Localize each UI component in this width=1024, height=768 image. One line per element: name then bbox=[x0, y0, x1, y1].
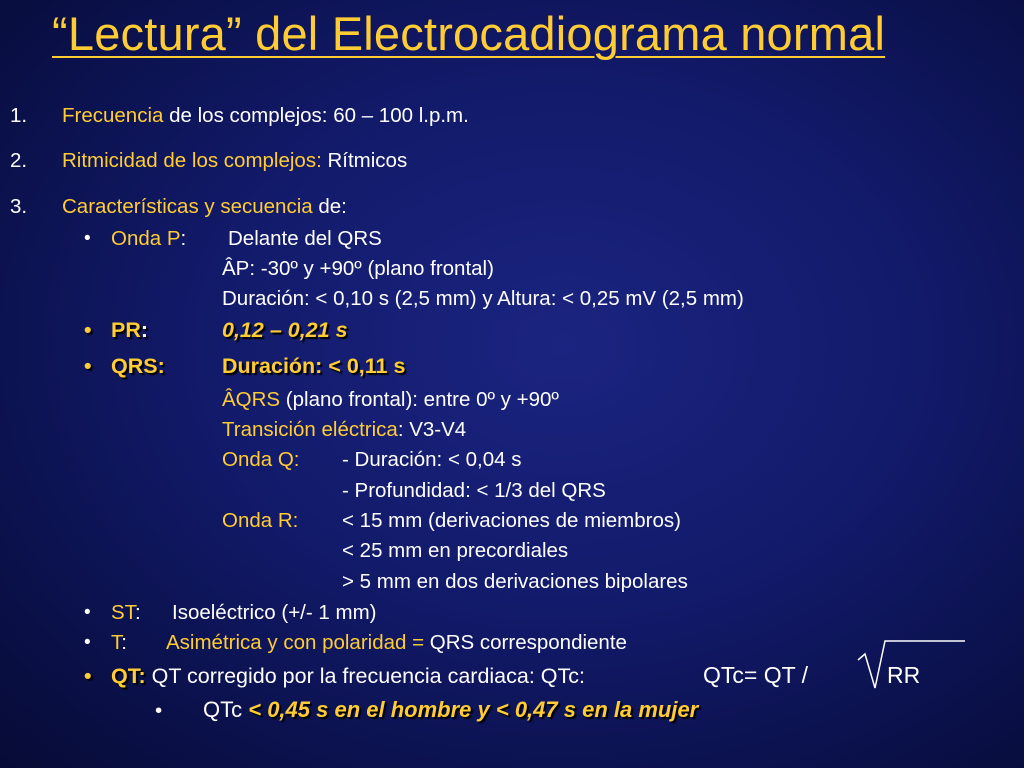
st-label: ST bbox=[111, 601, 135, 624]
onda-p-colon: : bbox=[180, 227, 187, 250]
item-3-label: Características y secuencia bbox=[62, 195, 313, 218]
qt-row bbox=[111, 666, 585, 688]
item-1-number: 1. bbox=[10, 104, 28, 127]
qtc-row bbox=[203, 699, 698, 721]
onda-p-label: Onda P bbox=[111, 227, 181, 250]
bullet-icon: • bbox=[84, 632, 91, 653]
onda-p-line-3: Duración: < 0,10 s (2,5 mm) y Altura: < 0,25 mV (2,5 mm) bbox=[222, 287, 744, 310]
bullet-icon: • bbox=[84, 664, 92, 688]
qt-text: QT corregido por la frecuencia cardiaca: QTc: bbox=[145, 664, 585, 688]
bullet-icon: • bbox=[155, 699, 163, 722]
item-2-number: 2. bbox=[10, 149, 28, 172]
qrs-axis-label: ÂQRS bbox=[222, 388, 281, 411]
qrs-duration: Duración: < 0,11 s bbox=[222, 354, 406, 378]
st-colon: : bbox=[134, 601, 141, 624]
item-2-label: Ritmicidad de los complejos: bbox=[62, 149, 322, 172]
item-3-number: 3. bbox=[10, 195, 28, 218]
onda-p-line-2: ÂP: -30º y +90º (plano frontal) bbox=[222, 257, 494, 280]
rr-value: RR bbox=[887, 662, 921, 688]
t-colon: : bbox=[121, 631, 127, 654]
item-1 bbox=[10, 106, 27, 127]
bullet-icon: • bbox=[84, 354, 92, 378]
qrs-label: QRS: bbox=[111, 354, 165, 378]
onda-p-line-1: Delante del QRS bbox=[228, 227, 382, 250]
qrs-axis-row bbox=[222, 390, 559, 411]
qrs-transition-row bbox=[222, 420, 466, 441]
qtc-values: < 0,45 s en el hombre y < 0,47 s en la mujer bbox=[248, 697, 699, 722]
qrs-axis-text: (plano frontal): entre 0º y +90º bbox=[280, 388, 559, 411]
qrs-transition-label: Transición eléctrica bbox=[222, 418, 398, 441]
pr-value: 0,12 – 0,21 s bbox=[222, 318, 348, 342]
st-text: Isoeléctrico (+/- 1 mm) bbox=[172, 601, 377, 624]
bullet-icon: • bbox=[84, 228, 91, 249]
onda-r-line-3: > 5 mm en dos derivaciones bipolares bbox=[342, 570, 688, 593]
qtc-prefix: QTc bbox=[203, 697, 249, 722]
t-row bbox=[111, 633, 127, 654]
st-row bbox=[111, 603, 141, 624]
onda-r-line-1: < 15 mm (derivaciones de miembros) bbox=[342, 509, 681, 532]
onda-q-line-2: - Profundidad: < 1/3 del QRS bbox=[342, 479, 606, 502]
bullet-icon: • bbox=[84, 602, 91, 623]
pr-colon: : bbox=[140, 318, 149, 342]
item-3-value: de: bbox=[312, 195, 347, 218]
bullet-icon: • bbox=[84, 318, 92, 342]
item-3-text bbox=[62, 197, 347, 218]
onda-r-line-2: < 25 mm en precordiales bbox=[342, 539, 569, 562]
pr-row bbox=[111, 320, 148, 342]
item-2-value: Rítmicos bbox=[321, 149, 408, 172]
t-text bbox=[166, 633, 627, 654]
item-1-text bbox=[62, 106, 469, 127]
qrs-transition-text: : V3-V4 bbox=[397, 418, 467, 441]
item-3 bbox=[10, 197, 27, 218]
qtc-formula: QTc= QT / bbox=[703, 662, 809, 688]
onda-q-line-1: - Duración: < 0,04 s bbox=[342, 448, 522, 471]
qt-label: QT: bbox=[111, 664, 146, 688]
pr-label: PR bbox=[111, 318, 141, 342]
item-2-text bbox=[62, 151, 407, 172]
item-2 bbox=[10, 151, 27, 172]
onda-r-label: Onda R: bbox=[222, 509, 299, 532]
t-label: T bbox=[111, 631, 122, 654]
t-text-white: QRS correspondiente bbox=[424, 631, 627, 654]
item-1-label: Frecuencia bbox=[62, 104, 164, 127]
onda-p-row bbox=[111, 229, 186, 250]
item-1-value: de los complejos: 60 – 100 l.p.m. bbox=[163, 104, 469, 127]
slide-title: “Lectura” del Electrocadiograma normal bbox=[52, 7, 886, 60]
t-text-yellow: Asimétrica y con polaridad = bbox=[166, 631, 425, 654]
onda-q-label: Onda Q: bbox=[222, 448, 300, 471]
